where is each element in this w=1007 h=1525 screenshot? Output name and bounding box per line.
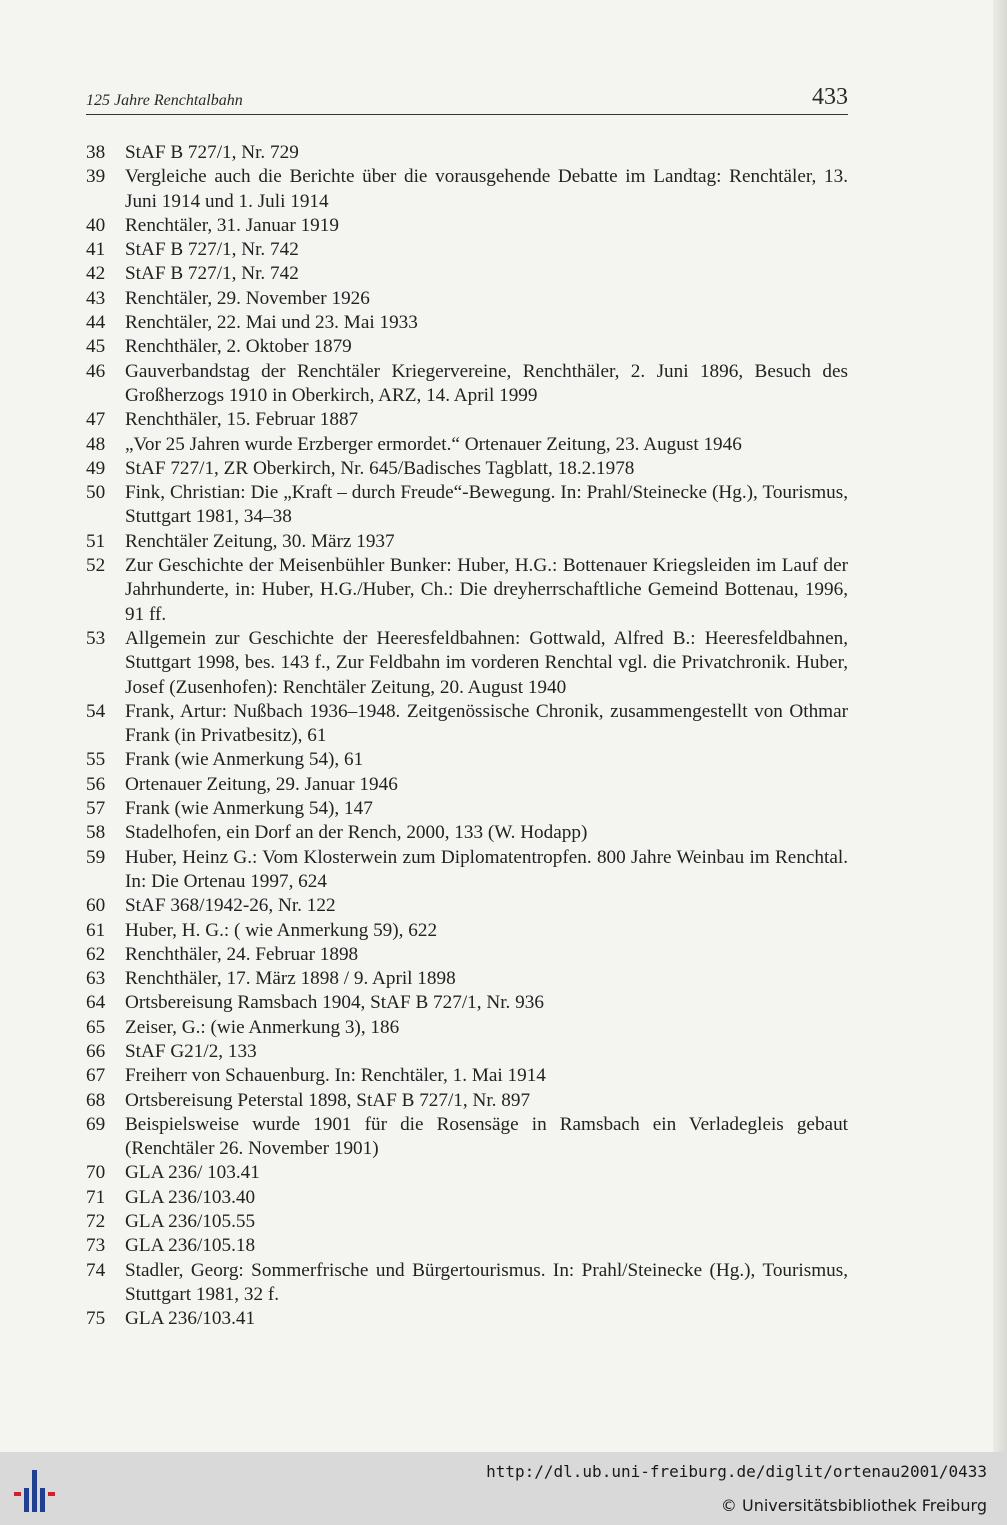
endnote-item [86,627,848,700]
endnote-number: 72 [86,1211,106,1233]
endnote-item [86,141,848,165]
endnote-item [86,530,848,554]
endnote-item [86,797,848,821]
endnote-number: 51 [86,530,106,552]
endnote-item [86,433,848,457]
endnote-number: 39 [86,166,106,188]
endnote-item [86,919,848,943]
endnote-number: 60 [86,895,106,917]
endnote-number: 44 [86,312,106,334]
endnote-number: 47 [86,409,106,431]
endnote-number: 49 [86,457,106,479]
endnote-text: Gauverbandstag der Renchtäler Kriegervereine, Renchthäler, 2. Juni 1896, Besuch des Großherzogs 1910 in Oberkirch, ARZ, 14. April 1999 [125,360,848,406]
endnote-number: 62 [86,943,106,965]
endnote-text: Zeiser, G.: (wie Anmerkung 3), 186 [125,1016,400,1038]
endnote-text: Huber, Heinz G.: Vom Klosterwein zum Diplomatentropfen. 800 Jahre Weinbau im Renchtal. In: Die Ortenau 1997, 624 [125,846,848,892]
endnote-text: Stadelhofen, ein Dorf an der Rench, 2000, 133 (W. Hodapp) [125,822,588,844]
endnote-item [86,1040,848,1064]
endnote-text: Frank (wie Anmerkung 54), 147 [125,798,373,820]
endnote-item [86,748,848,772]
copyright-notice: © Universitätsbibliothek Freiburg [720,1496,987,1515]
endnote-number: 58 [86,822,106,844]
endnote-number: 70 [86,1162,106,1184]
endnote-number: 40 [86,214,106,236]
endnote-text: Frank (wie Anmerkung 54), 61 [125,749,364,771]
endnote-number: 71 [86,1186,106,1208]
endnote-text: „Vor 25 Jahren wurde Erzberger ermordet.“ Ortenauer Zeitung, 23. August 1946 [125,433,742,455]
endnote-item [86,773,848,797]
endnote-item [86,967,848,991]
endnote-number: 65 [86,1016,106,1038]
endnote-text: GLA 236/105.18 [125,1235,256,1257]
endnote-item [86,1161,848,1185]
endnote-text: Frank, Artur: Nußbach 1936–1948. Zeitgenössische Chronik, zusammengestellt von Othmar Frank (in Privatbesitz), 61 [125,700,848,747]
endnote-text: GLA 236/ 103.41 [125,1162,260,1184]
endnote-text: Ortsbereisung Ramsbach 1904, StAF B 727/1, Nr. 936 [125,992,544,1014]
endnote-item [86,1064,848,1088]
endnote-text: StAF 368/1942-26, Nr. 122 [125,895,336,917]
endnote-item [86,214,848,238]
endnote-text: StAF G21/2, 133 [125,1040,257,1062]
endnote-text: Renchtäler, 31. Januar 1919 [125,214,339,236]
endnote-item [86,481,848,530]
endnote-number: 55 [86,749,106,771]
endnote-number: 73 [86,1235,106,1257]
endnote-text: Beispielsweise wurde 1901 für die Rosensäge in Ramsbach ein Verladegleis gebaut (Renchtäler 26. November 1901) [125,1113,848,1160]
page-number: 433 [812,84,848,110]
endnote-number: 68 [86,1089,106,1111]
endnote-number: 74 [86,1259,106,1281]
endnote-item [86,1307,848,1331]
endnote-text: Renchtäler Zeitung, 30. März 1937 [125,530,395,552]
endnote-text: StAF B 727/1, Nr. 742 [125,263,299,285]
endnote-number: 67 [86,1065,106,1087]
endnotes-list [86,141,848,1332]
endnote-number: 61 [86,919,106,941]
endnote-number: 46 [86,360,106,382]
endnote-item [86,1186,848,1210]
endnote-text: GLA 236/103.41 [125,1308,256,1330]
endnote-item [86,821,848,845]
endnote-item [86,991,848,1015]
endnote-text: Renchthäler, 17. März 1898 / 9. April 1898 [125,968,456,990]
running-header-title: 125 Jahre Renchtalbahn [86,92,243,109]
endnote-text: StAF B 727/1, Nr. 729 [125,142,299,163]
running-header [86,84,848,115]
endnote-text: Renchtäler, 22. Mai und 23. Mai 1933 [125,312,418,334]
endnote-item [86,1089,848,1113]
endnote-text: Renchthäler, 15. Februar 1887 [125,409,359,431]
endnote-item [86,335,848,359]
endnote-text: Fink, Christian: Die „Kraft – durch Freude“-Bewegung. In: Prahl/Steinecke (Hg.), Tourismus, Stuttgart 1981, 34–38 [125,482,848,528]
endnote-number: 53 [86,627,106,649]
endnote-number: 57 [86,798,106,820]
endnote-text: Ortenauer Zeitung, 29. Januar 1946 [125,773,398,795]
endnote-text: Vergleiche auch die Berichte über die vorausgehende Debatte im Landtag: Renchtäler, 13. Juni 1914 und 1. Juli 1914 [125,166,848,212]
endnote-item [86,846,848,895]
endnote-number: 59 [86,846,106,868]
endnote-item [86,238,848,262]
endnote-text: GLA 236/105.55 [125,1211,256,1233]
endnote-text: Renchtäler, 29. November 1926 [125,287,370,309]
endnote-text: GLA 236/103.40 [125,1186,256,1208]
endnote-text: Renchthäler, 2. Oktober 1879 [125,336,352,358]
endnote-item [86,700,848,749]
endnote-number: 54 [86,700,106,722]
endnote-number: 56 [86,773,106,795]
endnote-number: 42 [86,263,106,285]
endnote-text: StAF B 727/1, Nr. 742 [125,239,299,261]
endnote-number: 48 [86,433,106,455]
endnote-number: 45 [86,336,106,358]
viewer-footer [0,1452,1007,1525]
endnote-item [86,311,848,335]
ub-freiburg-logo-icon[interactable] [14,1466,62,1514]
endnote-item [86,287,848,311]
page-edge-shadow [993,0,1007,1452]
endnote-number: 63 [86,968,106,990]
endnote-number: 43 [86,287,106,309]
endnote-number: 52 [86,555,106,577]
endnote-text: Zur Geschichte der Meisenbühler Bunker: Huber, H.G.: Bottenauer Kriegsleiden im Lauf der Jahrhunderte, in: Huber, H.G./Huber, Ch.: Die dreyherrschaftliche Gemeind Bottenau, 1996, 91 ff. [125,555,848,625]
endnote-item [86,165,848,214]
endnote-text: StAF 727/1, ZR Oberkirch, Nr. 645/Badisches Tagblatt, 18.2.1978 [125,457,635,479]
endnote-number: 75 [86,1308,106,1330]
endnote-text: Stadler, Georg: Sommerfrische und Bürgertourismus. In: Prahl/Steinecke (Hg.), Tourismus, Stuttgart 1981, 32 f. [125,1259,848,1305]
endnote-item [86,1259,848,1308]
endnote-item [86,360,848,409]
endnote-text: Ortsbereisung Peterstal 1898, StAF B 727/1, Nr. 897 [125,1089,531,1111]
endnote-text: Huber, H. G.: ( wie Anmerkung 59), 622 [125,919,438,941]
endnote-item [86,1016,848,1040]
endnote-number: 66 [86,1040,106,1062]
endnote-item [86,457,848,481]
endnote-number: 64 [86,992,106,1014]
endnote-item [86,262,848,286]
endnote-item [86,554,848,627]
endnote-item [86,894,848,918]
endnote-text: Renchthäler, 24. Februar 1898 [125,943,359,965]
endnote-number: 41 [86,239,106,261]
endnote-number: 69 [86,1113,106,1135]
endnote-item [86,1113,848,1162]
endnote-item [86,1210,848,1234]
endnote-item [86,943,848,967]
endnote-text: Allgemein zur Geschichte der Heeresfeldbahnen: Gottwald, Alfred B.: Heeresfeldbahnen, Stuttgart 1998, bes. 143 f., Zur Feldbahn im vorderen Renchtal vgl. die Privatchronik. Huber, Josef (Zusenhofen): Renchtäler Zeitung, 20. August 1940 [125,627,848,698]
endnote-number: 50 [86,482,106,504]
endnote-item [86,1234,848,1258]
endnote-text: Freiherr von Schauenburg. In: Renchtäler, 1. Mai 1914 [125,1065,546,1087]
endnote-item [86,408,848,432]
permalink-url[interactable]: http://dl.ub.uni-freiburg.de/diglit/ortenau2001/0433 [486,1462,987,1481]
endnote-number: 38 [86,142,106,163]
